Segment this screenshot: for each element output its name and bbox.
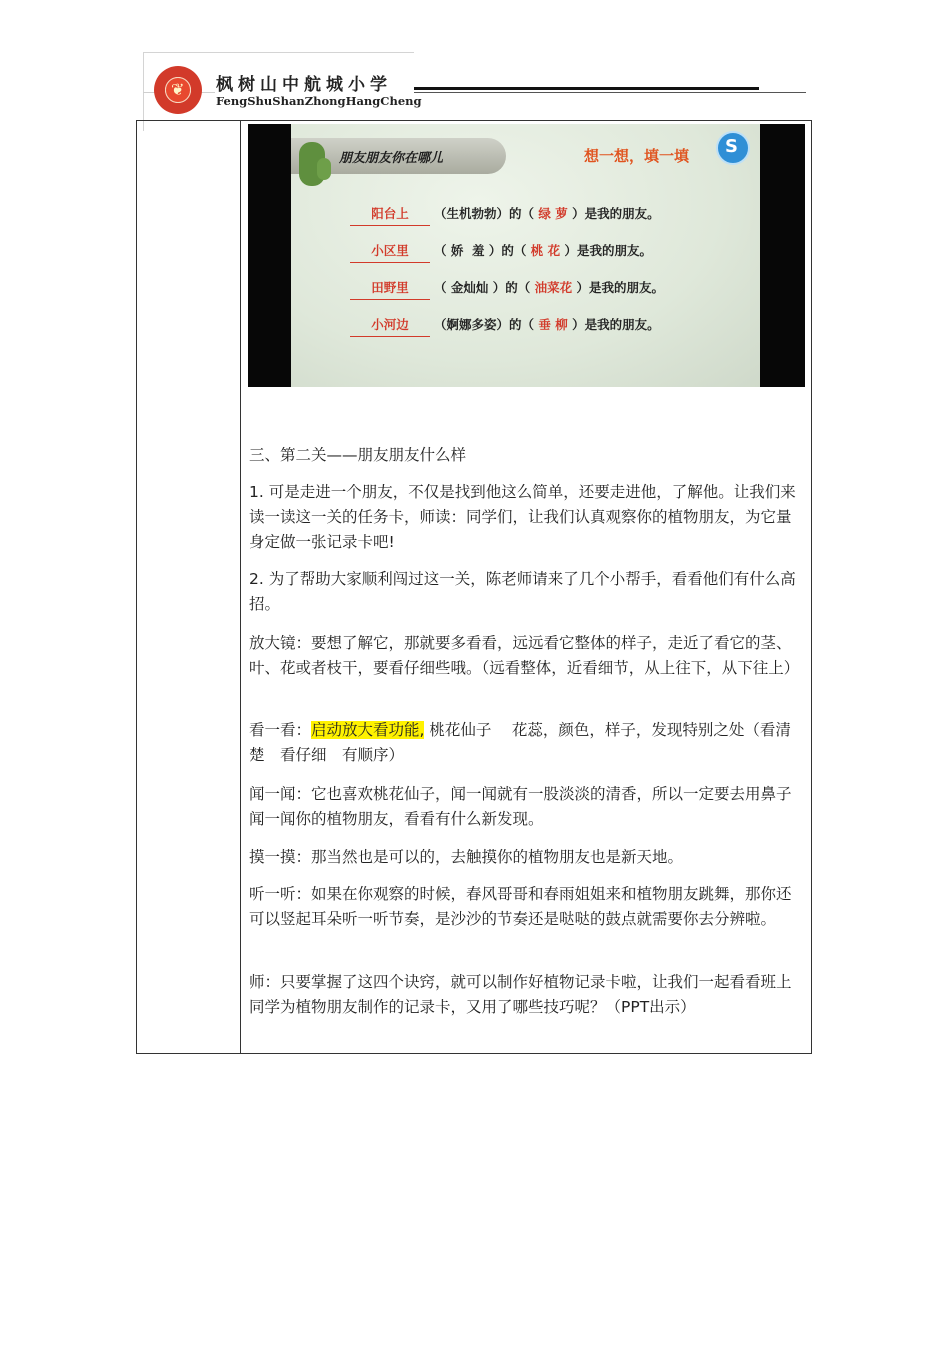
- school-name-cn: 枫树山中航城小学: [216, 75, 392, 95]
- slide-row-answer: 桃 花: [530, 243, 561, 258]
- look-detail: 桃花仙子 花蕊，颜色，样子，发现特别之处（看清楚 看仔细 有顺序）: [249, 721, 791, 764]
- paragraph-listen: 听一听：如果在你观察的时候，春风哥哥和春雨姐姐来和植物朋友跳舞，那你还可以竖起耳朵听一听节奏，是沙沙的节奏还是哒哒的鼓点就需要你去分辨啦。: [249, 885, 792, 928]
- paragraph-teacher: 师：只要掌握了这四个诀窍，就可以制作好植物记录卡啦，让我们一起看看班上同学为植物朋友制作的记录卡，又用了哪些技巧呢？（PPT出示）: [249, 973, 792, 1016]
- slide-row: [338, 278, 758, 300]
- paragraph-magnifier: 放大镜：要想了解它，那就要多看看，远远看它整体的样子，走近了看它的茎、叶、花或者枝干，要看仔细些哦。（远看整体，近看细节，从上往下，从下往上）: [249, 634, 800, 677]
- school-logo: [154, 66, 202, 114]
- look-label: 看一看：: [249, 721, 312, 739]
- slide-row-place: 小河边: [350, 315, 430, 337]
- column-divider: [240, 121, 241, 1053]
- slide-row-tail: ）是我的朋友。: [576, 280, 664, 295]
- slide-row-desc: （ 金灿灿 ）的（: [434, 280, 531, 295]
- slide-title: 想一想，填一填: [584, 147, 690, 165]
- slide-row-place: 田野里: [350, 278, 430, 300]
- highlighted-text: 启动放大看功能,: [311, 721, 425, 739]
- slide-canvas: [291, 124, 760, 387]
- slide-image: [248, 124, 805, 387]
- header-rule-thin: [414, 92, 806, 93]
- paragraph-1: 1. 可是走进一个朋友，不仅是找到他这么简单，还要走进他，了解他。让我们来读一读这一关的任务卡，师读：同学们，让我们认真观察你的植物朋友，为它量身定做一张记录卡吧!: [249, 483, 796, 551]
- slide-row-answer: 垂 柳: [538, 317, 568, 332]
- maple-leaf-icon: ❦: [171, 80, 185, 99]
- header-rule-thick: [414, 87, 759, 90]
- slide-row-tail: ）是我的朋友。: [564, 243, 653, 258]
- cactus-arm-icon: [317, 158, 331, 180]
- section-title: 三、第二关——朋友朋友什么样: [249, 446, 467, 464]
- paragraph-look: [249, 718, 797, 768]
- slide-row-desc: （ 娇 羞 ）的（: [434, 243, 527, 258]
- slide-row: [338, 204, 758, 226]
- slide-row-tail: ）是我的朋友。: [572, 206, 660, 221]
- slide-row: [338, 315, 758, 337]
- speech-bubble-icon: S: [716, 131, 750, 165]
- paragraph-touch: 摸一摸：那当然也是可以的，去触摸你的植物朋友也是新天地。: [249, 848, 684, 866]
- paragraph-smell: 闻一闻：它也喜欢桃花仙子，闻一闻就有一股淡淡的清香，所以一定要去用鼻子闻一闻你的植物朋友，看看有什么新发现。: [249, 785, 792, 828]
- slide-row-desc: （婀娜多姿）的（: [434, 317, 535, 332]
- slide-row-desc: （生机勃勃）的（: [434, 206, 535, 221]
- slide-row-place: 小区里: [350, 241, 430, 263]
- school-name-en: FengShuShanZhongHangCheng: [216, 94, 422, 108]
- slide-row-place: 阳台上: [350, 204, 430, 226]
- slide-row-tail: ）是我的朋友。: [572, 317, 660, 332]
- paragraph-2: 2. 为了帮助大家顺利闯过这一关，陈老师请来了几个小帮手，看看他们有什么高招。: [249, 570, 796, 613]
- slide-row-answer: 油菜花: [534, 280, 573, 295]
- slide-row-answer: 绿 萝: [538, 206, 568, 221]
- slide-row: [338, 241, 758, 263]
- slide-banner-text: 朋友朋友你在哪儿: [339, 151, 444, 166]
